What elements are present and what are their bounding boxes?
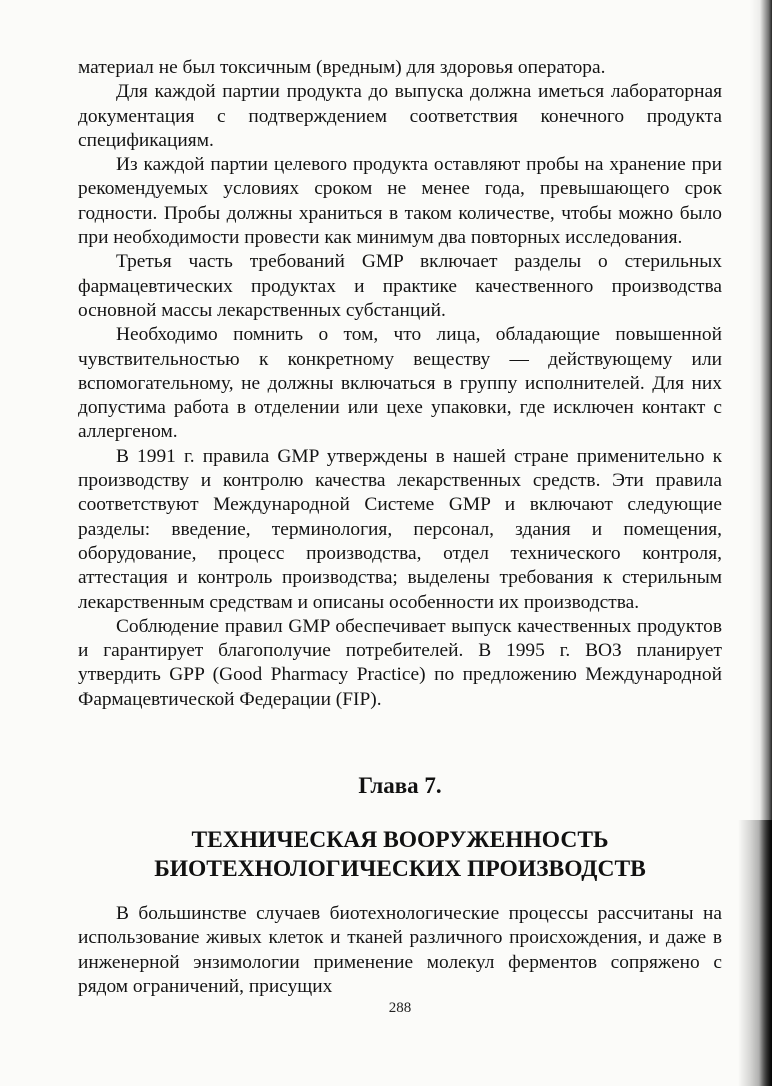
- chapter-title-line-2: БИОТЕХНОЛОГИЧЕСКИХ ПРОИЗВОДСТВ: [154, 856, 646, 882]
- paragraph-retained-samples: Из каждой партии целевого продукта оставляют пробы на хранение при рекомендуемых условиях сроком не менее года, превышающего срок годности. Пробы должны храниться в таком количестве, чтобы можно было при необходимости провести как минимум два повторных исследования.: [78, 154, 722, 249]
- paragraph-chapter-intro: В большинстве случаев биотехнологические процессы рассчитаны на использование живых клеток и тканей различного происхождения, и даже в инженерной энзимологии применение молекул ферментов сопряжено с рядом ограничений, присущих: [78, 903, 722, 997]
- page-edge-shadow-bottom: [738, 820, 772, 1086]
- chapter-title-line-1: ТЕХНИЧЕСКАЯ ВООРУЖЕННОСТЬ: [191, 827, 609, 853]
- chapter-title: [78, 826, 722, 884]
- body-text-top: [78, 56, 722, 712]
- paragraph-gmp-1991: В 1991 г. правила GMP утверждены в нашей стране применительно к производству и контролю качества лекарственных средств. Эти правила соответствуют Международной Системе GMP и включают следующие разделы: введение, терминология, персонал, здания и помещения, оборудование, процесс производства, отдел технического контроля, аттестация и контроль производства; выделены требования к стерильным лекарственным средствам и описаны особенности их производства.: [78, 445, 722, 613]
- paragraph-continuation: материал не был токсичным (вредным) для здоровья оператора.: [78, 57, 606, 78]
- paragraph-allergen-sensitivity: Необходимо помнить о том, что лица, обладающие повышенной чувствительностью к конкретному веществу — действующему или вспомогательному, не должны включаться в группу исполнителей. Для них допустима работа в отделении или цехе упаковки, где исключен контакт с аллергеном.: [78, 324, 722, 443]
- page-number: 288: [388, 1000, 412, 1016]
- chapter-label: Глава 7.: [358, 773, 442, 798]
- paragraph-gmp-compliance: Соблюдение правил GMP обеспечивает выпуск качественных продуктов и гарантирует благополучие потребителей. В 1995 г. ВОЗ планирует утвердить GPP (Good Pharmacy Practice) по предложению Международной Фармацевтической Федерации (FIP).: [78, 615, 722, 710]
- paragraph-lab-documentation: Для каждой партии продукта до выпуска должна иметься лабораторная документация с подтверждением соответствия конечного продукта спецификациям.: [78, 81, 722, 151]
- paragraph-gmp-third-part: Третья часть требований GMP включает разделы о стерильных фармацевтических продуктах и практике качественного производства основной массы лекарственных субстанций.: [78, 251, 722, 321]
- body-text-bottom: [78, 902, 722, 999]
